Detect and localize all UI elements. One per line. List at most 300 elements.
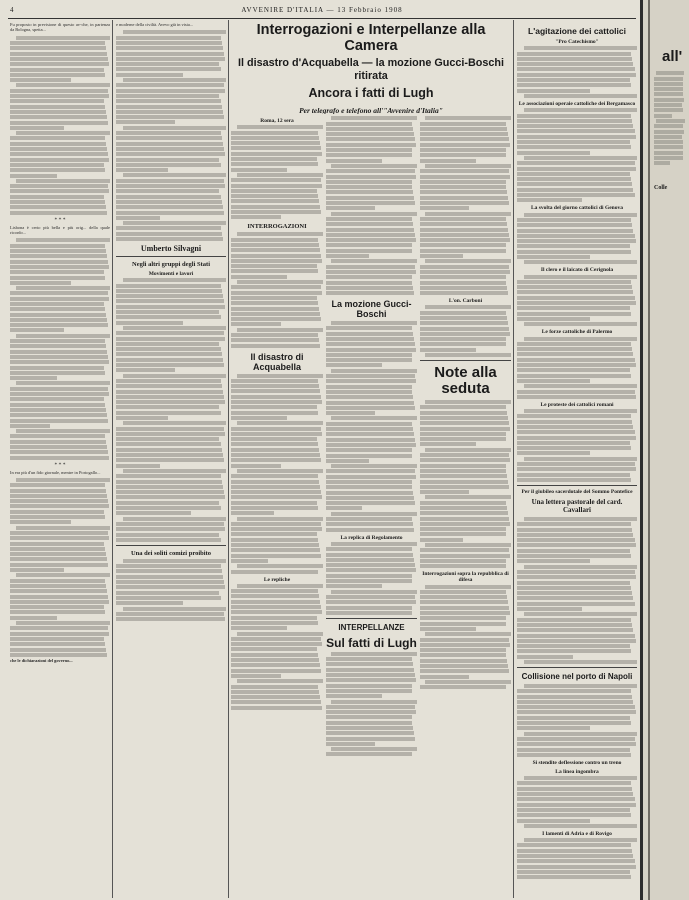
- text-line: [524, 660, 637, 664]
- text-line: [116, 232, 222, 236]
- text-line: [231, 168, 287, 172]
- text-line: [231, 706, 322, 710]
- text-line: [420, 291, 508, 295]
- text-line: [231, 416, 287, 420]
- text-line: [116, 368, 175, 372]
- text-line: [420, 659, 507, 663]
- text-line: [517, 618, 631, 622]
- text-line: [231, 317, 321, 321]
- text-line: [231, 663, 320, 667]
- text-line: [231, 559, 268, 563]
- text-line: [420, 458, 510, 462]
- text-block: [517, 776, 637, 828]
- text-line: [10, 413, 107, 417]
- text-line: [116, 158, 219, 162]
- text-line: [326, 501, 415, 505]
- section-heading: L'agitazione dei cattolici: [528, 26, 626, 36]
- text-line: [10, 648, 106, 652]
- text-line: [326, 579, 412, 583]
- heading-fragment: Colle: [654, 185, 668, 191]
- text-line: [654, 130, 684, 134]
- section-heading: INTERROGAZIONI: [247, 223, 307, 231]
- section-heading: INTERPELLANZE: [338, 622, 405, 632]
- text-block: [326, 652, 417, 757]
- text-line: [524, 322, 637, 326]
- text-line: [116, 195, 221, 199]
- article-paragraph: che le dichiarazioni del governo...: [10, 658, 73, 664]
- section-subheading: La linea ingombra: [555, 768, 599, 775]
- text-line: [420, 501, 506, 505]
- text-line: [116, 136, 222, 140]
- text-block: [231, 125, 323, 219]
- text-line: [425, 400, 511, 404]
- text-line: [326, 611, 412, 615]
- text-line: [10, 632, 109, 636]
- text-line: [420, 327, 509, 331]
- text-line: [10, 270, 104, 274]
- text-line: [10, 510, 104, 514]
- text-line: [123, 607, 226, 611]
- text-line: [524, 565, 637, 569]
- text-line: [326, 169, 415, 173]
- text-line: [116, 485, 223, 489]
- text-line: [16, 573, 110, 577]
- text-line: [231, 259, 322, 263]
- text-line: [517, 177, 631, 181]
- text-line: [116, 612, 224, 616]
- text-line: [116, 52, 224, 56]
- text-line: [654, 103, 682, 107]
- text-line: [231, 442, 318, 446]
- text-line: [231, 700, 321, 704]
- section-subheading: Le repliche: [263, 576, 291, 583]
- text-line: [326, 190, 413, 194]
- headline-subtitle-2: Ancora i fatti di Lugh: [308, 86, 434, 100]
- text-line: [10, 366, 104, 370]
- text-line: [231, 344, 320, 348]
- text-line: [420, 622, 506, 626]
- text-line: [420, 405, 506, 409]
- text-line: [425, 448, 511, 452]
- text-line: [326, 721, 412, 725]
- text-line: [420, 206, 469, 210]
- text-line: [116, 395, 224, 399]
- text-line: [326, 422, 412, 426]
- text-line: [517, 854, 633, 858]
- text-line: [10, 174, 57, 178]
- text-line: [331, 369, 417, 373]
- text-line: [331, 542, 417, 546]
- text-line: [517, 467, 636, 471]
- text-line: [420, 442, 476, 446]
- text-line: [116, 522, 224, 526]
- text-line: [524, 94, 637, 98]
- text-block: [10, 478, 110, 657]
- text-line: [517, 710, 636, 714]
- text-line: [231, 695, 320, 699]
- text-line: [524, 457, 637, 461]
- text-line: [420, 664, 508, 668]
- text-line: [524, 824, 637, 828]
- text-line: [420, 159, 476, 163]
- text-line: [231, 333, 318, 337]
- text-line: [517, 559, 590, 563]
- section-heading: Note alla seduta: [434, 364, 497, 398]
- text-line: [517, 436, 636, 440]
- text-line: [16, 83, 110, 87]
- text-line: [116, 416, 168, 420]
- text-line: [420, 148, 506, 152]
- text-line: [231, 411, 318, 415]
- text-line: [231, 254, 321, 258]
- text-line: [116, 120, 175, 124]
- text-line: [10, 626, 108, 630]
- text-line: [517, 737, 635, 741]
- text-block: [116, 559, 226, 621]
- column-4: [326, 115, 417, 895]
- text-line: [420, 606, 509, 610]
- text-line: [420, 411, 507, 415]
- text-line: [10, 152, 108, 156]
- text-line: [231, 589, 318, 593]
- text-line: [654, 124, 683, 128]
- text-line: [231, 637, 321, 641]
- text-line: [116, 294, 223, 298]
- text-line: [116, 337, 225, 341]
- section-subheading: La replica di Regolamento: [340, 534, 403, 541]
- text-line: [517, 581, 630, 585]
- text-line: [425, 116, 511, 120]
- text-line: [326, 159, 382, 163]
- text-line: [237, 632, 323, 636]
- text-line: [326, 401, 414, 405]
- text-line: [231, 501, 317, 505]
- text-line: [517, 167, 636, 171]
- text-line: [517, 290, 633, 294]
- text-line: [16, 478, 110, 482]
- text-line: [231, 199, 319, 203]
- text-line: [116, 591, 219, 595]
- text-line: [326, 217, 412, 221]
- text-line: [10, 489, 106, 493]
- article-paragraph: Lisbona è certo più bella e più orig... della quale ricordo...: [10, 224, 110, 236]
- text-line: [16, 286, 110, 290]
- text-line: [116, 41, 222, 45]
- text-line: [10, 200, 105, 204]
- text-line: [517, 462, 635, 466]
- article-paragraph: In era più d'un fido giornale, mentre in Portogallo...: [10, 469, 101, 475]
- text-line: [420, 281, 506, 285]
- text-line: [326, 281, 412, 285]
- text-line: [10, 520, 71, 524]
- text-line: [10, 595, 108, 599]
- text-line: [326, 379, 416, 383]
- text-line: [10, 105, 105, 109]
- text-line: [231, 548, 320, 552]
- column-separator: [513, 20, 514, 898]
- text-line: [326, 228, 414, 232]
- text-line: [326, 752, 412, 756]
- text-line: [231, 616, 317, 620]
- text-line: [326, 238, 416, 242]
- text-line: [237, 328, 323, 332]
- text-line: [326, 222, 413, 226]
- text-line: [326, 337, 414, 341]
- header-rule: [8, 18, 636, 19]
- text-line: [237, 584, 323, 588]
- text-line: [116, 601, 183, 605]
- text-line: [517, 522, 631, 526]
- text-line: [517, 198, 582, 202]
- text-line: [10, 371, 105, 375]
- text-line: [10, 445, 107, 449]
- text-line: [326, 662, 413, 666]
- text-line: [654, 82, 683, 86]
- text-line: [326, 132, 414, 136]
- text-line: [524, 337, 637, 341]
- text-line: [420, 469, 506, 473]
- text-line: [10, 110, 106, 114]
- text-line: [517, 239, 636, 243]
- text-line: [231, 458, 321, 462]
- article-paragraph: Fu proposto in previsione di questo av-che, in partenza da Bologna, spetta...: [10, 22, 110, 33]
- text-line: [420, 527, 506, 531]
- text-line: [326, 475, 416, 479]
- text-line: [10, 313, 106, 317]
- text-line: [524, 156, 637, 160]
- text-line: [517, 859, 635, 863]
- text-line: [231, 243, 319, 247]
- text-line: [524, 517, 637, 521]
- text-line: [10, 450, 108, 454]
- text-line: [420, 564, 506, 568]
- text-line: [10, 211, 107, 215]
- text-line: [16, 131, 110, 135]
- text-line: [10, 483, 105, 487]
- text-line: [116, 110, 223, 114]
- text-line: [10, 52, 107, 56]
- text-line: [10, 68, 104, 72]
- text-line: [326, 406, 415, 410]
- column-1: [10, 22, 110, 894]
- text-line: [10, 419, 108, 423]
- text-line: [116, 585, 225, 589]
- text-line: [517, 301, 636, 305]
- text-line: [517, 634, 635, 638]
- text-line: [517, 570, 635, 574]
- text-line: [425, 585, 511, 589]
- text-line: [420, 233, 509, 237]
- page-number: 4: [10, 6, 15, 14]
- text-line: [517, 193, 635, 197]
- text-line: [326, 438, 415, 442]
- text-line: [116, 321, 183, 325]
- text-block: [517, 213, 637, 265]
- text-line: [231, 210, 321, 214]
- text-line: [326, 689, 412, 693]
- divider: [116, 256, 226, 257]
- text-line: [517, 753, 631, 757]
- text-line: [326, 595, 415, 599]
- text-line: [116, 189, 219, 193]
- text-line: [231, 647, 317, 651]
- text-line: [16, 621, 110, 625]
- text-line: [524, 260, 637, 264]
- main-headline: [231, 22, 511, 114]
- text-line: [517, 182, 632, 186]
- section-heading: Il clero e il laicato di Cerignola: [540, 267, 614, 274]
- text-line: [420, 675, 469, 679]
- text-line: [326, 673, 415, 677]
- divider: [116, 545, 226, 546]
- text-line: [10, 360, 109, 364]
- text-line: [116, 289, 222, 293]
- headline-subtitle: Il disastro d'Acquabella — la mozione Gucci-Boschi ritirata: [238, 57, 504, 82]
- text-line: [420, 254, 463, 258]
- section-subheading: L'on. Carboni: [448, 298, 483, 305]
- text-line: [10, 57, 108, 61]
- text-line: [517, 649, 631, 653]
- text-line: [231, 669, 321, 673]
- text-line: [237, 280, 323, 284]
- text-line: [10, 323, 108, 327]
- text-line: [123, 326, 226, 330]
- text-line: [10, 115, 107, 119]
- text-line: [116, 480, 222, 484]
- text-block: [326, 321, 417, 532]
- text-line: [517, 390, 635, 394]
- byline: Per telegrafo e telefono all'"Avvenire d'Italia": [299, 106, 443, 114]
- text-line: [326, 270, 416, 274]
- text-line: [116, 284, 221, 288]
- text-line: [517, 161, 635, 165]
- text-line: [524, 409, 637, 413]
- text-line: [10, 328, 64, 332]
- text-line: [123, 469, 226, 473]
- section-subheading: Una lettera pastorale del card. Cavallari: [531, 497, 623, 514]
- text-line: [420, 485, 509, 489]
- text-line: [116, 569, 222, 573]
- text-line: [16, 238, 110, 242]
- text-line: [420, 437, 506, 441]
- text-line: [116, 474, 221, 478]
- text-line: [116, 580, 224, 584]
- text-line: [654, 114, 672, 118]
- text-line: [517, 538, 635, 542]
- text-line: [116, 73, 183, 77]
- text-line: [425, 259, 511, 263]
- text-line: [10, 610, 105, 614]
- text-line: [116, 131, 221, 135]
- text-line: [517, 543, 636, 547]
- text-line: [326, 657, 412, 661]
- text-line: [231, 312, 320, 316]
- text-line: [10, 494, 107, 498]
- text-line: [517, 803, 636, 807]
- text-line: [326, 678, 416, 682]
- text-line: [116, 448, 222, 452]
- text-line: [517, 726, 590, 730]
- text-line: [116, 62, 219, 66]
- text-line: [420, 217, 506, 221]
- text-line: [10, 168, 105, 172]
- text-line: [326, 363, 382, 367]
- text-line: [420, 196, 508, 200]
- text-line: [326, 374, 415, 378]
- text-line: [116, 506, 221, 510]
- text-line: [517, 244, 630, 248]
- text-line: [420, 627, 476, 631]
- text-line: [517, 695, 632, 699]
- text-line: [517, 473, 630, 477]
- divider: [420, 360, 511, 361]
- text-line: [517, 875, 631, 879]
- text-line: [420, 228, 508, 232]
- binding-line: [648, 0, 650, 900]
- text-line: [326, 148, 412, 152]
- text-line: [517, 140, 630, 144]
- text-line: [517, 62, 633, 66]
- text-line: [326, 353, 412, 357]
- text-line: [517, 586, 631, 590]
- section-heading: Le associazioni operaie cattoliche dei Bergamasco: [518, 100, 636, 107]
- text-line: [654, 87, 683, 91]
- text-line: [116, 490, 224, 494]
- text-line: [331, 321, 417, 325]
- text-line: [326, 153, 412, 157]
- text-line: [231, 594, 319, 598]
- text-line: [231, 338, 319, 342]
- text-line: [326, 694, 382, 698]
- text-line: [10, 637, 104, 641]
- column-5: [420, 115, 511, 895]
- text-block: [420, 116, 511, 295]
- text-line: [517, 792, 633, 796]
- text-line: [10, 291, 108, 295]
- dateline: Roma, 12 sera: [260, 118, 294, 124]
- text-line: [524, 108, 637, 112]
- text-line: [231, 205, 320, 209]
- text-line: [326, 137, 415, 141]
- text-line: [420, 517, 509, 521]
- text-line: [16, 36, 110, 40]
- text-line: [517, 57, 632, 61]
- text-line: [231, 189, 317, 193]
- text-line: [237, 374, 323, 378]
- text-line: [326, 480, 412, 484]
- text-line: [654, 77, 683, 81]
- text-line: [231, 131, 318, 135]
- text-line: [654, 156, 683, 160]
- text-line: [116, 347, 221, 351]
- text-line: [420, 464, 506, 468]
- text-line: [116, 331, 224, 335]
- text-line: [231, 674, 281, 678]
- text-line: [116, 211, 224, 215]
- text-line: [326, 143, 416, 147]
- text-line: [231, 511, 274, 515]
- text-line: [524, 213, 637, 217]
- text-line: [116, 184, 225, 188]
- text-line: [326, 358, 412, 362]
- text-line: [524, 732, 637, 736]
- text-line: [517, 748, 630, 752]
- text-line: [517, 575, 636, 579]
- text-line: [425, 164, 511, 168]
- text-line: [123, 278, 226, 282]
- text-line: [10, 147, 107, 151]
- text-line: [420, 238, 510, 242]
